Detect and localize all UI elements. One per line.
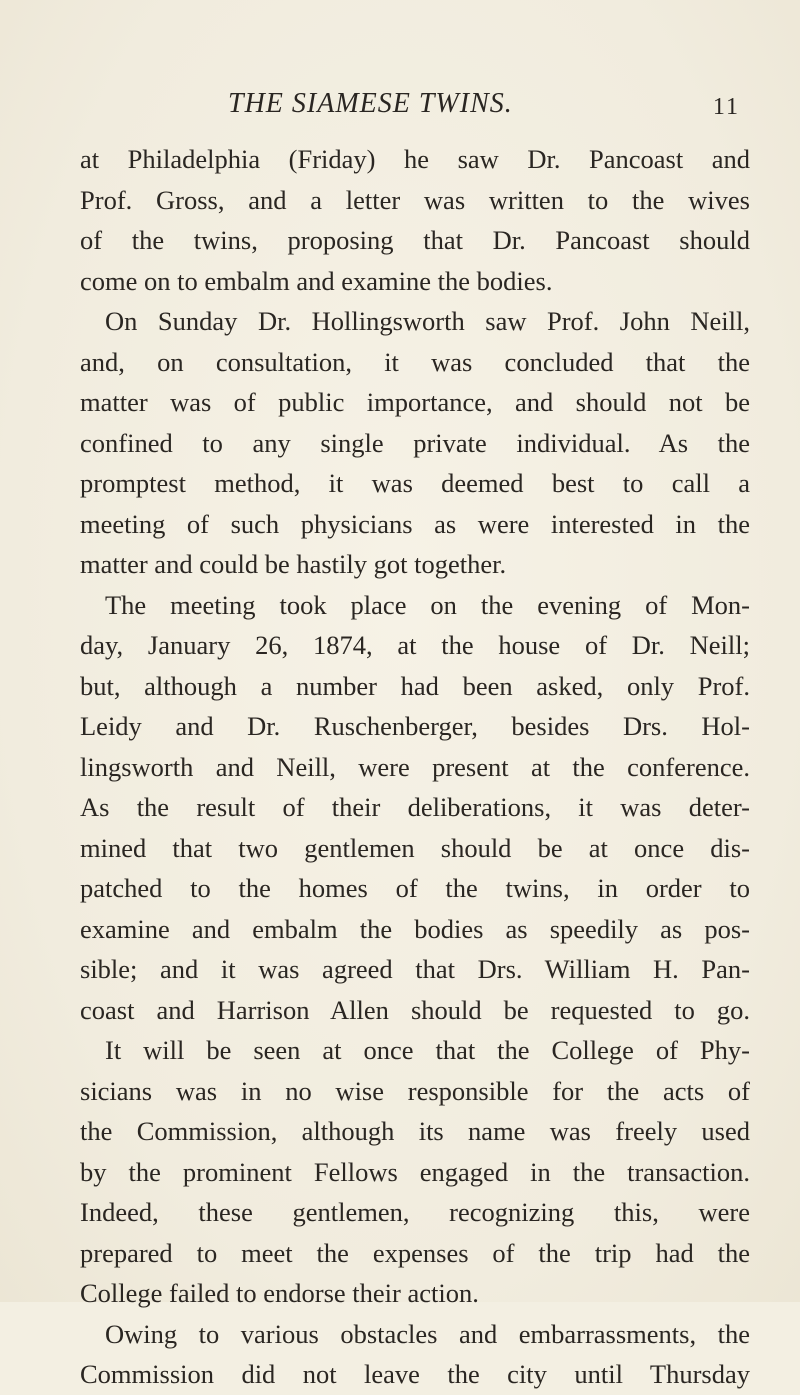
text-line: and, on consultation, it was concluded that the	[80, 346, 750, 377]
text-line: Prof. Gross, and a letter was written to the wives	[80, 184, 750, 215]
text-line: mined that two gentlemen should be at once dis-	[80, 832, 750, 863]
text-line: promptest method, it was deemed best to call a	[80, 468, 750, 498]
text-line: Indeed, these gentlemen, recognizing this, were	[80, 1197, 750, 1227]
text-line: confined to any single private individual. As the	[80, 427, 750, 458]
text-line: of the twins, proposing that Dr. Pancoast should	[80, 225, 750, 255]
text-line: College failed to endorse their action.	[80, 1278, 479, 1308]
text-line: coast and Harrison Allen should be requested to go.	[80, 994, 750, 1025]
running-title: THE SIAMESE TWINS.	[228, 88, 513, 119]
text-line: The meeting took place on the evening of Mon-	[105, 589, 750, 620]
text-line: examine and embalm the bodies as speedily as pos-	[80, 913, 750, 944]
text-line: It will be seen at once that the College of Phy-	[105, 1035, 750, 1065]
text-line: matter and could be hastily got together.	[80, 549, 507, 579]
text-line: lingsworth and Neill, were present at the conference.	[80, 751, 750, 782]
text-line: sicians was in no wise responsible for the acts of	[80, 1075, 750, 1106]
text-line: meeting of such physicians as were interested in the	[80, 508, 750, 539]
running-head	[80, 88, 740, 128]
page-number: 11	[712, 94, 740, 120]
text-line: patched to the homes of the twins, in order to	[80, 873, 750, 903]
text-line: Owing to various obstacles and embarrassments, the	[105, 1318, 750, 1349]
text-line: sible; and it was agreed that Drs. William H. Pan-	[80, 954, 750, 984]
text-line: Leidy and Dr. Ruschenberger, besides Drs. Hol-	[80, 711, 750, 741]
text-line: but, although a number had been asked, only Prof.	[80, 670, 750, 701]
text-line: the Commission, although its name was freely used	[80, 1116, 750, 1146]
text-line: As the result of their deliberations, it was deter-	[80, 792, 750, 822]
text-line: come on to embalm and examine the bodies.	[80, 265, 553, 296]
text-line: matter was of public importance, and should not be	[80, 387, 750, 417]
text-line: prepared to meet the expenses of the trip had the	[80, 1237, 750, 1268]
text-line: by the prominent Fellows engaged in the transaction.	[80, 1156, 750, 1187]
text-line: Commission did not leave the city until Thursday	[80, 1359, 750, 1389]
text-line: at Philadelphia (Friday) he saw Dr. Pancoast and	[80, 144, 750, 174]
body-text	[80, 139, 750, 1395]
text-line: day, January 26, 1874, at the house of Dr. Neill;	[80, 630, 750, 660]
text-line: On Sunday Dr. Hollingsworth saw Prof. John Neill,	[105, 306, 750, 336]
